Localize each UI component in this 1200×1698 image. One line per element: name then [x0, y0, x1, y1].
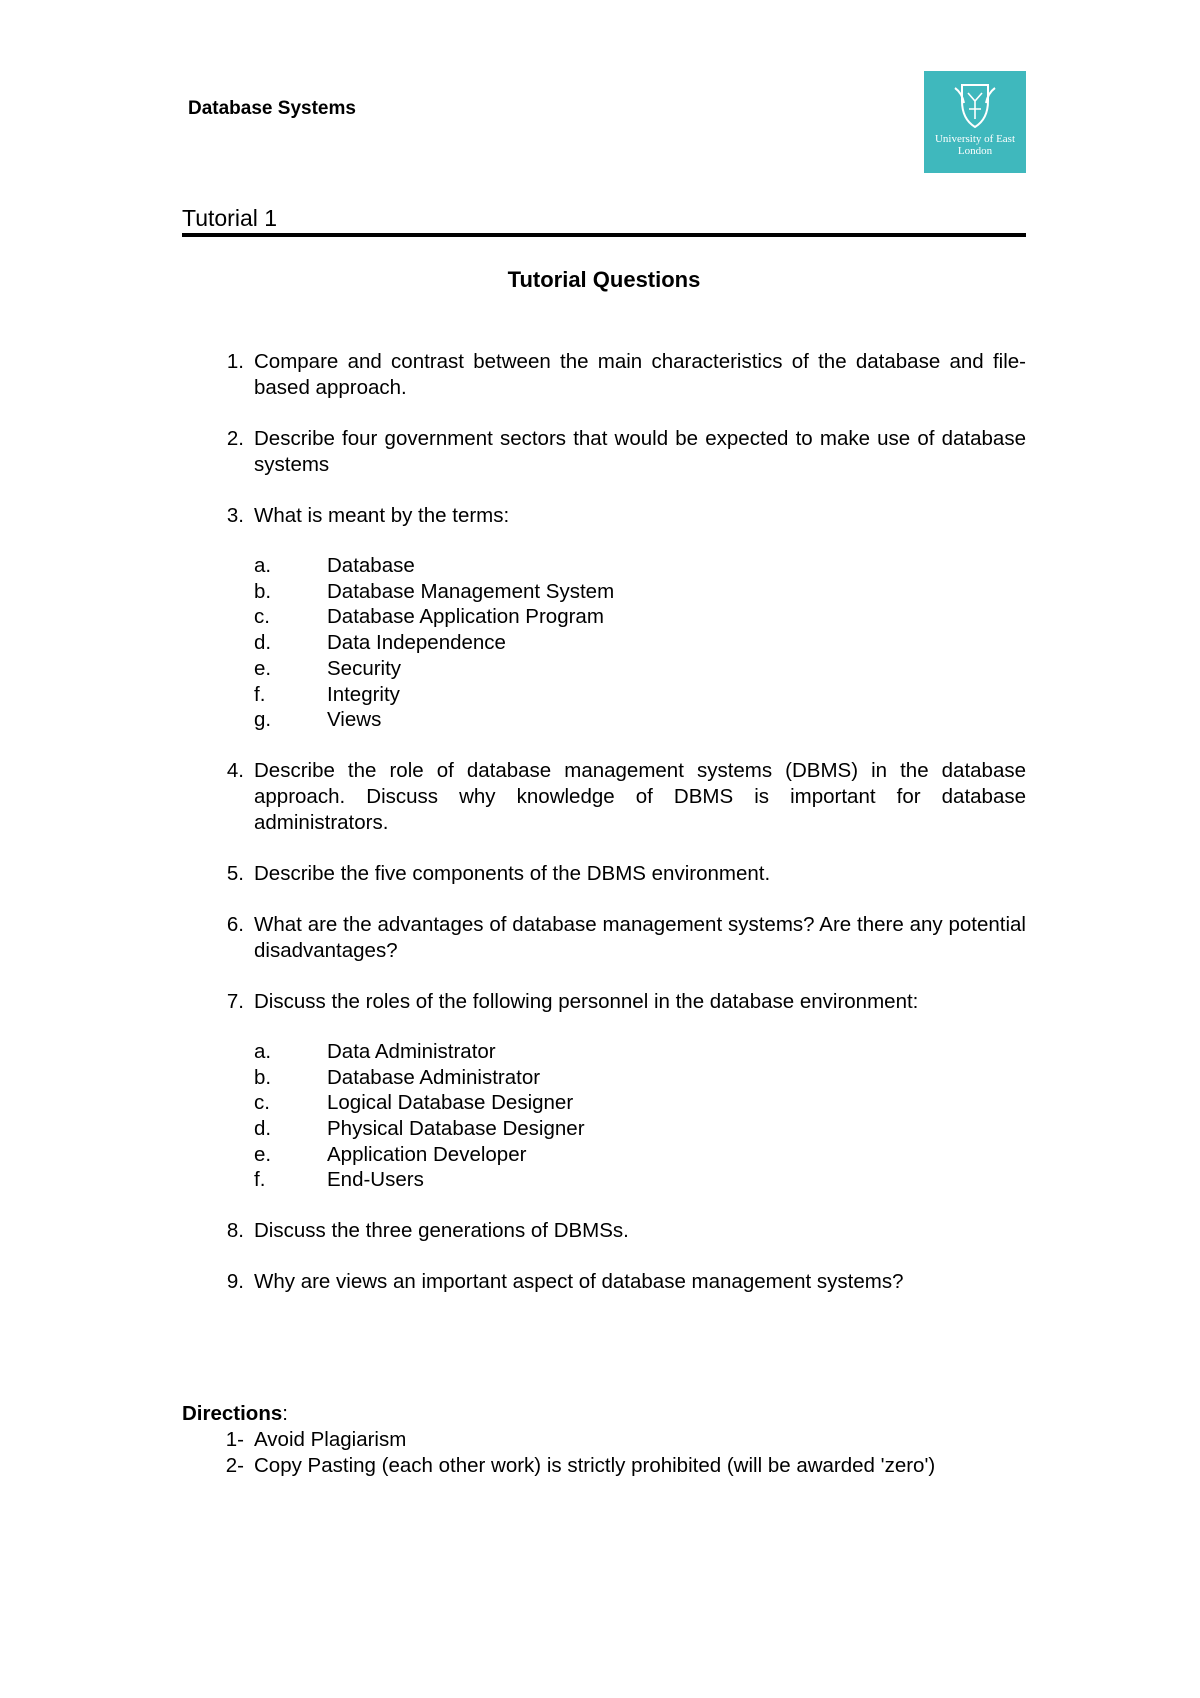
item-text: Data Administrator	[327, 1039, 496, 1063]
item-letter: c.	[254, 1091, 270, 1115]
list-item	[254, 1065, 1026, 1091]
question-5	[182, 861, 1026, 887]
question-9	[182, 1269, 1026, 1295]
item-letter: a.	[254, 1039, 272, 1063]
question-text: Discuss the roles of the following personnel in the database environment:	[254, 989, 919, 1013]
question-4	[182, 758, 1026, 836]
logo-text: University of East London	[934, 133, 1016, 157]
section-title: Tutorial Questions	[507, 267, 701, 292]
question-7	[182, 989, 1026, 1193]
item-text: Database Administrator	[327, 1065, 541, 1089]
question-number: 8.	[226, 1219, 244, 1243]
direction-number: 2-	[225, 1454, 244, 1477]
personnel-list	[254, 1039, 1026, 1193]
question-body	[254, 503, 1026, 733]
question-text: Discuss the three generations of DBMSs.	[254, 1219, 629, 1243]
direction-text: Copy Pasting (each other work) is strictly prohibited (will be awarded 'zero')	[254, 1454, 936, 1477]
question-list	[182, 349, 1026, 1320]
course-name: Database Systems	[188, 98, 356, 119]
item-text: Database Management System	[327, 579, 615, 603]
directions-section	[182, 1401, 1026, 1479]
list-item	[254, 1167, 1026, 1193]
term-list	[254, 553, 1026, 733]
item-letter: f.	[254, 1168, 266, 1192]
question-6	[182, 912, 1026, 964]
question-number: 5.	[226, 861, 244, 885]
item-letter: c.	[254, 605, 270, 629]
item-letter: f.	[254, 682, 266, 706]
list-item	[254, 656, 1026, 682]
list-item	[254, 707, 1026, 733]
question-number: 6.	[226, 912, 244, 936]
question-number: 1.	[226, 350, 244, 373]
item-letter: b.	[254, 579, 272, 603]
question-number: 3.	[226, 504, 244, 527]
item-text: Logical Database Designer	[327, 1091, 574, 1115]
item-letter: b.	[254, 1065, 272, 1089]
question-3	[182, 503, 1026, 733]
item-letter: d.	[254, 631, 272, 655]
question-text: Describe the five components of the DBMS environment.	[254, 861, 771, 885]
item-letter: d.	[254, 1117, 272, 1141]
list-item	[254, 1116, 1026, 1142]
list-item	[254, 604, 1026, 630]
list-item	[254, 553, 1026, 579]
question-text: Describe four government sectors that would be expected to make use of database systems	[254, 427, 1026, 476]
item-text: Application Developer	[327, 1142, 527, 1166]
question-text: Describe the role of database management systems (DBMS) in the database approach. Discuss why knowledge of DBMS is important for database administrators.	[254, 758, 1026, 834]
question-2	[182, 426, 1026, 478]
item-letter: e.	[254, 1142, 272, 1166]
question-number: 7.	[226, 989, 244, 1013]
item-text: End-Users	[327, 1168, 424, 1192]
question-1	[182, 349, 1026, 401]
item-text: Database Application Program	[327, 605, 604, 629]
direction-item	[182, 1453, 1026, 1479]
item-text: Data Independence	[327, 631, 506, 655]
item-letter: e.	[254, 656, 272, 680]
title-divider	[182, 233, 1026, 237]
direction-item	[182, 1427, 1026, 1453]
directions-label: Directions	[182, 1402, 283, 1425]
question-text: What are the advantages of database management systems? Are there any potential disadvantages?	[254, 912, 1026, 962]
page-title: Tutorial 1	[182, 205, 278, 231]
item-text: Physical Database Designer	[327, 1117, 585, 1141]
directions-heading: Directions:	[182, 1402, 288, 1425]
question-number: 4.	[226, 758, 244, 782]
question-body	[254, 989, 1026, 1193]
item-letter: a.	[254, 554, 272, 577]
item-text: Views	[327, 708, 382, 732]
item-text: Security	[327, 656, 402, 680]
university-logo	[924, 71, 1026, 173]
question-number: 9.	[226, 1270, 244, 1294]
question-number: 2.	[226, 427, 244, 450]
list-item	[254, 1142, 1026, 1168]
crest-icon	[924, 71, 1026, 173]
item-letter: g.	[254, 708, 272, 732]
question-text: What is meant by the terms:	[254, 504, 510, 527]
question-text: Compare and contrast between the main characteristics of the database and file-based approach.	[254, 350, 1026, 399]
direction-text: Avoid Plagiarism	[254, 1428, 407, 1451]
question-text: Why are views an important aspect of database management systems?	[254, 1270, 904, 1294]
list-item	[254, 1039, 1026, 1065]
list-item	[254, 579, 1026, 605]
direction-number: 1-	[225, 1428, 244, 1451]
item-text: Database	[327, 554, 415, 577]
question-8	[182, 1218, 1026, 1244]
list-item	[254, 1090, 1026, 1116]
list-item	[254, 630, 1026, 656]
list-item	[254, 682, 1026, 708]
item-text: Integrity	[327, 682, 400, 706]
